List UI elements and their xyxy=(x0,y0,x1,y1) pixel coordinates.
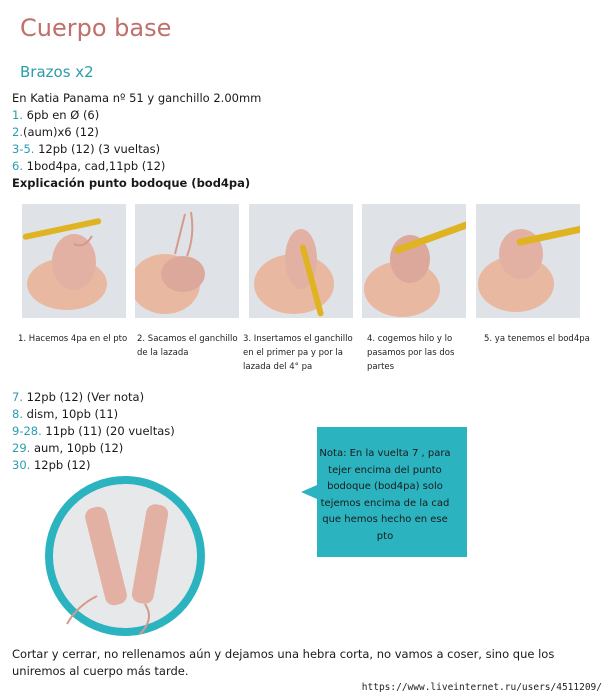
finished-arms-photo xyxy=(45,476,205,636)
step-text: dism, 10pb (11) xyxy=(22,407,119,421)
step-row xyxy=(12,457,175,474)
step-row xyxy=(12,423,175,440)
step-row xyxy=(12,406,175,423)
photo-caption-4: 4. cogemos hilo y lo pasamos por las dos partes xyxy=(367,334,455,372)
step-text: 11pb (11) (20 vueltas) xyxy=(41,424,175,438)
step-number: 8. xyxy=(12,407,23,421)
step-row xyxy=(12,158,250,175)
step-text: 12pb (12) (3 vueltas) xyxy=(34,142,161,156)
step-text: aum, 10pb (12) xyxy=(30,441,124,455)
step-number: 30. xyxy=(12,458,31,472)
step-photo-1 xyxy=(22,204,126,318)
step-number: 7. xyxy=(12,390,23,404)
closing-instructions: Cortar y cerrar, no rellenamos aún y dejamos una hebra corta, no vamos a coser, sino que los uniremos al cuerpo más tarde. xyxy=(12,647,555,678)
section-subtitle: Brazos x2 xyxy=(20,63,94,81)
step-text: 1bod4pa, cad,11pb (12) xyxy=(22,159,166,173)
photo-caption-1: 1. Hacemos 4pa en el pto xyxy=(18,334,128,344)
step-row xyxy=(12,107,250,124)
step-number: 6. xyxy=(12,159,23,173)
page-title: Cuerpo base xyxy=(20,14,172,42)
explanation-heading: Explicación punto bodoque (bod4pa) xyxy=(12,176,251,190)
photo-caption-3: 3. Insertamos el ganchillo en el primer pa y por la lazada del 4° pa xyxy=(243,334,353,372)
step-number: 9-28. xyxy=(12,424,42,438)
step-row xyxy=(12,440,175,457)
step-photo-2 xyxy=(135,204,239,318)
step-text: 6pb en Ø (6) xyxy=(22,108,100,122)
step-photo-5 xyxy=(476,204,580,318)
steps-list-a xyxy=(12,107,250,192)
step-photo-3 xyxy=(249,204,353,318)
materials-line: En Katia Panama nº 51 y ganchillo 2.00mm xyxy=(12,91,262,105)
step-number: 3-5. xyxy=(12,142,35,156)
step-number: 2. xyxy=(12,125,23,139)
note-text: Nota: En la vuelta 7 , para tejer encima del punto bodoque (bod4pa) solo tejemos encima de la cad que hemos hecho en ese pto xyxy=(319,448,451,542)
step-text: 12pb (12) (Ver nota) xyxy=(22,390,145,404)
step-text: (aum)x6 (12) xyxy=(22,125,99,139)
steps-list-b xyxy=(12,389,175,474)
step-row xyxy=(12,141,250,158)
photo-caption-5: 5. ya tenemos el bod4pa xyxy=(484,334,590,344)
step-row xyxy=(12,389,175,406)
source-url: https://www.liveinternet.ru/users/4511209/ xyxy=(361,682,602,693)
step-text: 12pb (12) xyxy=(30,458,91,472)
step-number: 29. xyxy=(12,441,31,455)
step-photo-4 xyxy=(362,204,466,318)
step-row xyxy=(12,124,250,141)
step-number: 1. xyxy=(12,108,23,122)
photo-caption-2: 2. Sacamos el ganchillo de la lazada xyxy=(137,334,238,358)
